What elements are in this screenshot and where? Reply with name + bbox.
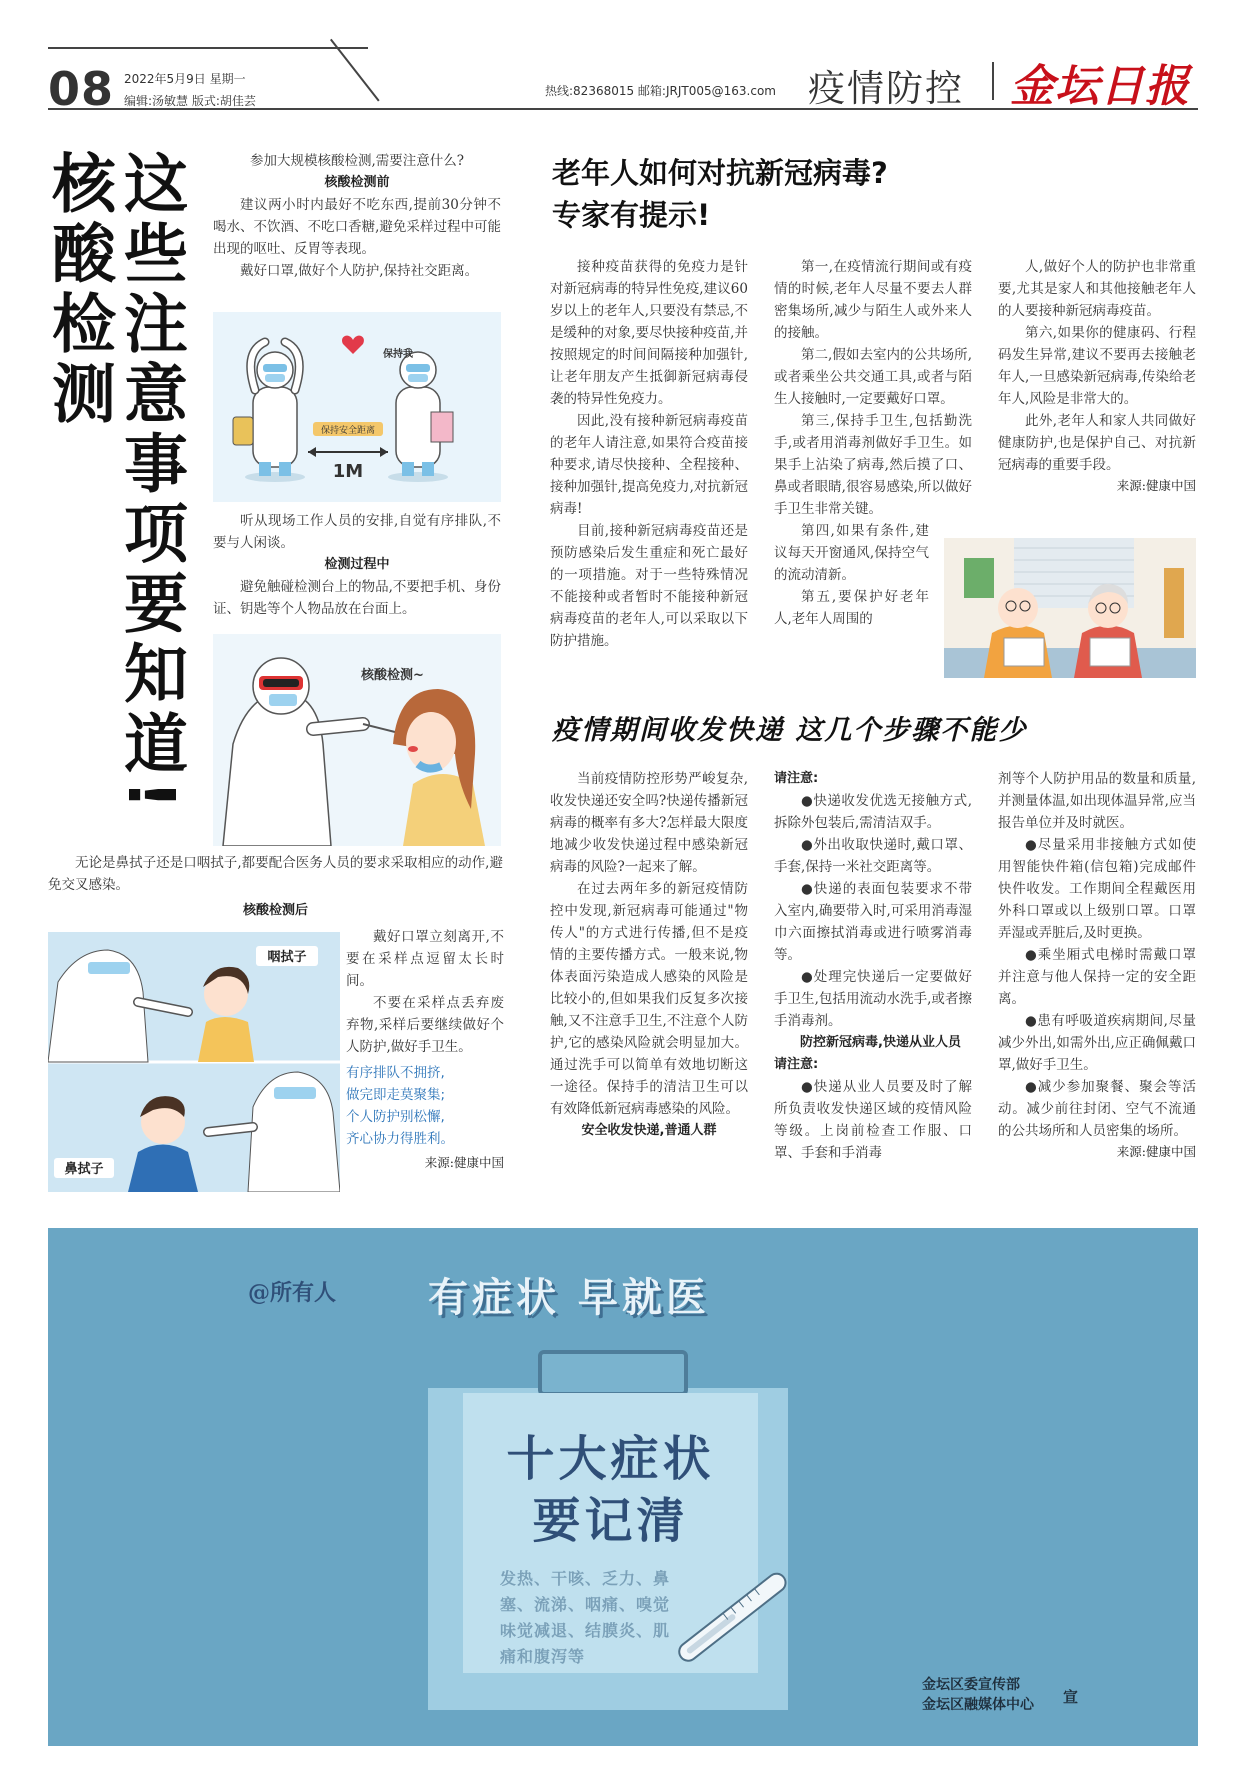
illus3-label-nose: 鼻拭子 <box>64 1162 104 1177</box>
symptom-line: 发热、干咳、乏力、鼻 <box>500 1569 671 1588</box>
thermometer-icon <box>658 1558 808 1678</box>
article3-subhead-couriers: 防控新冠病毒,快递从业人员请注意: <box>774 1035 961 1072</box>
article1-middle-block <box>213 510 501 620</box>
article1-subhead-after: 核酸检测后 <box>242 903 308 918</box>
article2-paragraph: 人,做好个人的防护也非常重要,尤其是家人和其他接触老年人的人要接种新冠病毒疫苗。 <box>998 259 1196 319</box>
article3-bullet: ●外出收取快递时,戴口罩、手套,保持一米社交距离等。 <box>774 837 972 875</box>
article2-paragraph: 第二,假如去室内的公共场所,或者乘坐公共交通工具,或者与陌生人接触时,一定要戴好口罩。 <box>774 347 972 407</box>
article3-bullet: ●快递的表面包装要求不带入室内,确要带入时,可采用消毒湿巾六面擦拭消毒或进行喷雾消毒等。 <box>774 881 972 963</box>
article3-bullet: ●快递收发优选无接触方式,拆除外包装后,需清洁双手。 <box>774 793 972 831</box>
article3-subhead-public-cont: 请注意: <box>774 771 819 786</box>
illustration-swab-types <box>48 932 340 1192</box>
slogan-line: 齐心协力得胜利。 <box>346 1131 454 1147</box>
editors-credit: 编辑:汤敏慧 版式:胡佳芸 <box>124 94 256 108</box>
contact-info: 热线:82368015 邮箱:JRJT005@163.com <box>545 84 776 98</box>
article3-column1 <box>550 768 748 1142</box>
illustration-swab-sampling <box>213 634 501 846</box>
page-number: 08 <box>48 62 115 116</box>
organizer-line: 金坛区融媒体中心 <box>922 1697 1034 1713</box>
section-separator <box>992 62 994 100</box>
article1-headline-part2: 这些注意事项要知道! <box>113 150 187 816</box>
article1-headline-part1: 核酸检测 <box>41 150 115 430</box>
illus1-caption-1m: 1M <box>332 461 364 482</box>
article1-intro: 参加大规模核酸检测,需要注意什么? <box>249 153 465 169</box>
banner-at-all: @所有人 <box>248 1280 337 1306</box>
article2-paragraph: 因此,没有接种新冠病毒疫苗的老年人请注意,如果符合疫苗接种要求,请尽快接种、全程接种、接种加强针,提高免疫力,对抗新冠病毒! <box>550 413 748 517</box>
banner-headline: 有症状 早就医 <box>428 1275 710 1321</box>
article2-paragraph: 第一,在疫情流行期间或有疫情的时候,老年人尽量不要去人群密集场所,减少与陌生人或外来人的接触。 <box>774 259 972 341</box>
illustration-elderly-couple <box>944 538 1196 678</box>
clipboard-clip <box>538 1350 688 1396</box>
slogan-line: 个人防护别松懈, <box>346 1109 445 1125</box>
article3-bullet: ●减少参加聚餐、聚会等活动。减少前往封闭、空气不流通的公共场所和人员密集的场所。 <box>998 1079 1196 1139</box>
article2-paragraph: 第五,要保护好老年人,老年人周围的 <box>774 589 929 627</box>
banner-title <box>463 1428 758 1552</box>
public-service-banner <box>48 1228 1198 1746</box>
slogan-line: 有序排队不拥挤, <box>346 1065 445 1081</box>
newspaper-masthead: 金坛日报 <box>1010 61 1190 112</box>
slogan-line: 做完即走莫聚集; <box>346 1087 446 1103</box>
article2-source: 来源:健康中国 <box>1116 478 1196 493</box>
article2-paragraph: 第四,如果有条件,建议每天开窗通风,保持空气的流动清新。 <box>774 523 929 583</box>
article1-paragraph: 听从现场工作人员的安排,自觉有序排队,不要与人闲谈。 <box>213 513 501 551</box>
article1-paragraph: 避免触碰检测台上的物品,不要把手机、身份证、钥匙等个人物品放在台面上。 <box>213 579 501 617</box>
article1-paragraph-wide <box>48 852 503 896</box>
article3-bullet: ●患有呼吸道疾病期间,尽量减少外出,如需外出,应正确佩戴口罩,做好手卫生。 <box>998 1013 1196 1073</box>
article3-column2 <box>774 768 972 1164</box>
article1-paragraph: 建议两小时内最好不吃东西,提前30分钟不喝水、不饮酒、不吃口香糖,避免采样过程中可能出现的呕吐、反胃等表现。 <box>213 197 501 257</box>
article1-subhead-during: 检测过程中 <box>324 557 390 572</box>
article2-paragraph: 此外,老年人和家人共同做好健康防护,也是保护自己、对抗新冠病毒的重要手段。 <box>998 413 1196 473</box>
article2-column1 <box>550 256 748 652</box>
banner-organizers <box>922 1675 1034 1715</box>
banner-title-line2: 要记清 <box>532 1493 689 1549</box>
article3-bullet: ●尽量采用非接触方式如使用智能快件箱(信包箱)完成邮件快件收发。工作期间全程戴医用外科口罩或以上级别口罩。口罩弄湿或弄脏后,及时更换。 <box>998 837 1196 941</box>
article1-bottom-block <box>346 926 504 1174</box>
article1-paragraph: 戴好口罩,做好个人防护,保持社交距离。 <box>240 263 479 279</box>
article1-source: 来源:健康中国 <box>424 1155 504 1170</box>
section-name: 疫情防控 <box>808 67 964 110</box>
article3-bullet: 剂等个人防护用品的数量和质量,并测量体温,如出现体温异常,应当报告单位并及时就医。 <box>998 771 1196 831</box>
illus2-caption: 核酸检测~ <box>361 668 424 683</box>
article1-slogan <box>346 1062 504 1150</box>
banner-title-line1: 十大症状 <box>506 1431 715 1487</box>
article2-title-line2: 专家有提示! <box>552 198 711 232</box>
article1-paragraph: 无论是鼻拭子还是口咽拭子,都要配合医务人员的要求采取相应的动作,避免交叉感染。 <box>48 855 503 893</box>
article2-paragraph: 接种疫苗获得的免疫力是针对新冠病毒的特异性免疫,建议60岁以上的老年人,只要没有禁忌,不是缓种的对象,要尽快接种疫苗,并按照规定的时间间隔接种加强针,让老年朋友产生抵御新冠病毒侵袭的特异性免疫力。 <box>550 259 748 407</box>
article1-subhead-before: 核酸检测前 <box>324 175 390 190</box>
article2-column3 <box>998 256 1196 496</box>
article3-column3 <box>998 768 1196 1162</box>
article3-paragraph: 在过去两年多的新冠疫情防控中发现,新冠病毒可能通过"物传人"的方式进行传播,但不是疫情的主要传播方式。一般来说,物体表面污染造成人感染的风险是比较小的,但如果我们反复多次接触,又不注意手卫生,不注意个人防护,它的感染风险就会明显加大。通过洗手可以简单有效地切断这一途径。保持手的清洁卫生可以有效降低新冠病毒感染的风险。 <box>550 881 748 1117</box>
article2-title <box>552 152 1052 236</box>
article3-bullet: ●乘坐厢式电梯时需戴口罩并注意与他人保持一定的安全距离。 <box>998 947 1196 1007</box>
illustration-safe-distance <box>213 312 501 502</box>
article2-column2 <box>774 256 972 630</box>
article2-paragraph: 第六,如果你的健康码、行程码发生异常,建议不要再去接触老年人,一旦感染新冠病毒,传染给老年人,风险是非常大的。 <box>998 325 1196 407</box>
symptom-line: 味觉减退、结膜炎、肌 <box>500 1621 671 1640</box>
issue-date: 2022年5月9日 星期一 <box>124 72 246 86</box>
article1-paragraph: 戴好口罩立刻离开,不要在采样点逗留太长时间。 <box>346 929 504 989</box>
illus3-label-throat: 咽拭子 <box>267 950 307 965</box>
article3-bullet: ●处理完快递后一定要做好手卫生,包括用流动水洗手,或者擦手消毒剂。 <box>774 969 972 1029</box>
symptom-line: 塞、流涕、咽痛、嗅觉 <box>500 1595 671 1614</box>
illus1-caption-distance: 保持安全距离 <box>320 426 376 436</box>
symptom-line: 痛和腹泻等 <box>500 1647 586 1666</box>
article1-paragraph: 不要在采样点丢弃废弃物,采样后要继续做好个人防护,做好手卫生。 <box>346 995 504 1055</box>
article3-subhead-public: 安全收发快递,普通人群 <box>581 1123 717 1138</box>
article3-paragraph: 当前疫情防控形势严峻复杂,收发快递还安全吗?快递传播新冠病毒的概率有多大?怎样最大限度地减少收发快递过程中感染新冠病毒的风险?一起来了解。 <box>550 771 748 875</box>
article3-source: 来源:健康中国 <box>1116 1144 1196 1159</box>
article1-top-block <box>213 150 501 282</box>
banner-org-suffix: 宣 <box>1063 1688 1079 1706</box>
article3-bullet: ●快递从业人员要及时了解所负责收发快递区域的疫情风险等级。上岗前检查工作服、口罩、手套和手消毒 <box>774 1079 972 1161</box>
organizer-line: 金坛区委宣传部 <box>922 1677 1020 1693</box>
article2-paragraph: 目前,接种新冠病毒疫苗还是预防感染后发生重症和死亡最好的一项措施。对于一些特殊情况不能接种或者暂时不能接种新冠病毒疫苗的老年人,可以采取以下防护措施。 <box>550 523 748 649</box>
illus1-caption-keep: 保持我 <box>383 349 413 360</box>
article3-title: 疫情期间收发快递 这几个步骤不能少 <box>552 715 1028 746</box>
article2-title-line1: 老年人如何对抗新冠病毒? <box>552 156 888 190</box>
article2-paragraph: 第三,保持手卫生,包括勤洗手,或者用消毒剂做好手卫生。如果手上沾染了病毒,然后摸了口、鼻或者眼睛,很容易感染,所以做好手卫生非常关键。 <box>774 413 972 517</box>
